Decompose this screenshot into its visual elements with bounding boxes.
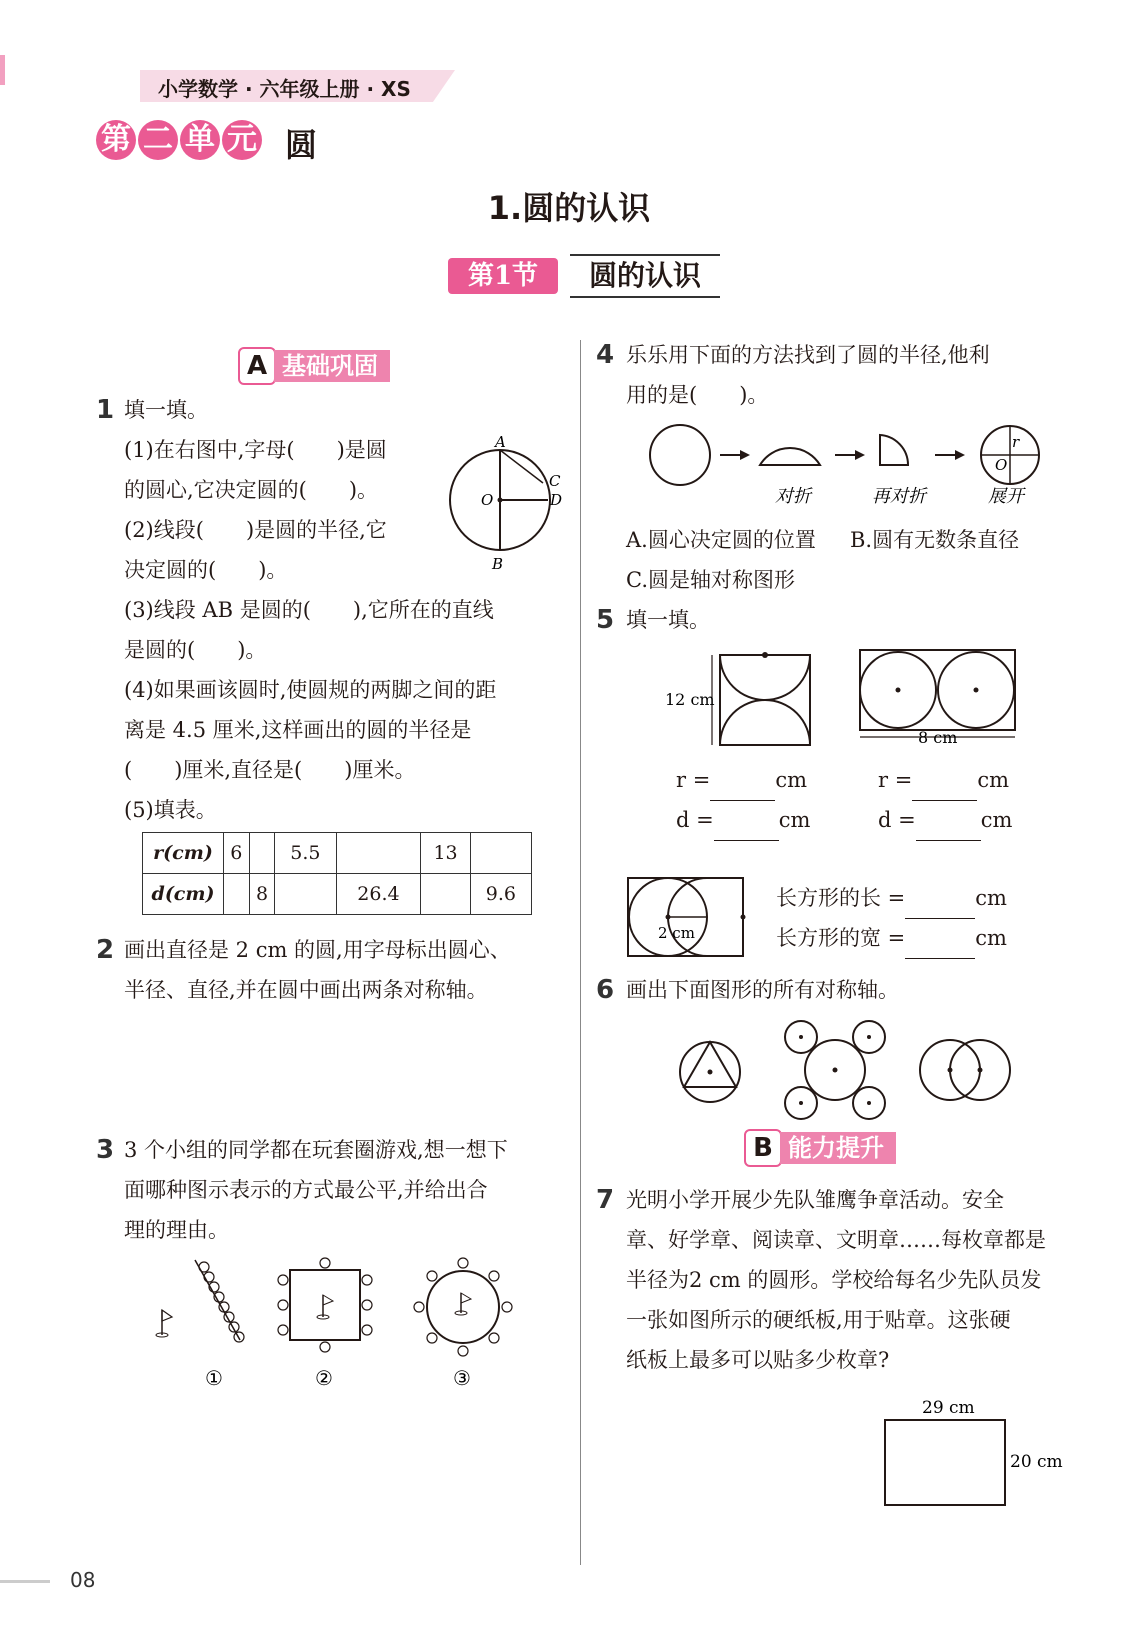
unit-tag-char: 第	[96, 120, 136, 160]
d-prefix: d =	[878, 808, 916, 832]
label-d: D	[550, 491, 563, 509]
unit-name: 圆	[285, 126, 318, 164]
q7-line: 光明小学开展少先队雏鹰争章活动。安全	[626, 1188, 1004, 1212]
q5-rect-length	[776, 878, 1007, 919]
q3-figure-2	[278, 1258, 372, 1352]
table-row	[143, 833, 532, 874]
q5-r-left	[676, 760, 807, 801]
q4-line: 乐乐用下面的方法找到了圆的半径,他利	[626, 343, 990, 367]
q1-line: (1)在右图中,字母( )是圆	[124, 438, 387, 462]
unit-tag-char: 单	[180, 120, 220, 160]
q1-line: (3)线段 AB 是圆的( ),它所在的直线	[124, 598, 494, 622]
step-label: 对折	[775, 486, 811, 507]
q5-r-right	[878, 760, 1009, 801]
answer-blank[interactable]	[916, 800, 981, 841]
height-label: 20 cm	[1010, 1452, 1063, 1472]
column-divider	[580, 340, 581, 1565]
q5-d-left	[676, 800, 810, 841]
r-prefix: r =	[878, 768, 913, 792]
width-label: 长方形的宽 =	[776, 926, 906, 950]
q7-line: 半径为2 cm 的圆形。学校给每名少先队员发	[626, 1268, 1042, 1292]
q7-number: 7	[596, 1185, 615, 1215]
q1-line: ( )厘米,直径是( )厘米。	[124, 758, 416, 782]
table-header: r(cm)	[143, 833, 224, 874]
q7-line: 章、好学章、阅读章、文明章……每枚章都是	[626, 1228, 1046, 1252]
section-tag: 第1节	[448, 258, 558, 294]
q7-line: 纸板上最多可以贴多少枚章?	[626, 1348, 890, 1372]
q5-rect-width	[776, 918, 1007, 959]
length-label: 长方形的长 =	[776, 886, 906, 910]
page-number: 08	[70, 1568, 96, 1592]
table-cell	[275, 874, 336, 915]
table-cell	[249, 833, 275, 874]
part-b-letter: B	[744, 1129, 782, 1167]
table-row	[143, 874, 532, 915]
footer-line	[0, 1580, 50, 1583]
q6-number: 6	[596, 975, 615, 1005]
unit-tag-char: 元	[222, 120, 262, 160]
q1-line: (2)线段( )是圆的半径,它	[124, 518, 387, 542]
part-a-label: 基础巩固	[274, 350, 390, 382]
q3-label-3: ③	[453, 1366, 471, 1390]
unit: cm	[975, 926, 1007, 950]
q5-figures-top	[660, 645, 1020, 755]
q3-line: 面哪种图示表示的方式最公平,并给出合	[124, 1178, 488, 1202]
answer-blank[interactable]	[912, 760, 977, 801]
q1-line: (4)如果画该圆时,使圆规的两脚之间的距	[124, 678, 497, 702]
q6-figure-two-circles	[920, 1040, 1010, 1100]
table-cell	[421, 874, 470, 915]
page-edge-mark	[0, 55, 5, 85]
part-a-letter: A	[238, 347, 276, 385]
width-label: 29 cm	[922, 1398, 975, 1418]
q1-line: 决定圆的( )。	[124, 558, 288, 582]
step-label: 展开	[988, 486, 1024, 507]
unit-tag-char: 二	[138, 120, 178, 160]
q6-figure-triangle-in-circle	[680, 1042, 740, 1102]
unit: cm	[980, 808, 1013, 832]
r-prefix: r =	[676, 768, 711, 792]
label-c: C	[549, 472, 561, 490]
label-a: A	[495, 435, 506, 451]
q5-number: 5	[596, 605, 615, 635]
step-label: 再对折	[872, 486, 926, 507]
lesson-title: 1.圆的认识	[487, 189, 651, 227]
unit: cm	[778, 808, 811, 832]
q4-option-a[interactable]: A.圆心决定圆的位置	[626, 528, 816, 552]
table-cell: 26.4	[336, 874, 421, 915]
fig3-label: 2 cm	[658, 924, 695, 942]
label-o: O	[481, 491, 494, 509]
q4-option-b[interactable]: B.圆有无数条直径	[850, 528, 1020, 552]
q3-ring-toss-figures	[140, 1255, 560, 1395]
q1-line: 的圆心,它决定圆的( )。	[124, 478, 379, 502]
q3-line: 3 个小组的同学都在玩套圈游戏,想一想下	[124, 1138, 508, 1162]
table-header: d(cm)	[143, 874, 224, 915]
radius-diameter-table	[142, 832, 532, 915]
part-b-label: 能力提升	[780, 1132, 896, 1164]
q1-line: 离是 4.5 厘米,这样画出的圆的半径是	[124, 718, 472, 742]
q7-cardboard-figure	[870, 1395, 1070, 1510]
section-name: 圆的认识	[570, 254, 720, 298]
q3-label-2: ②	[315, 1366, 333, 1390]
q6-symmetry-figures	[670, 1015, 1020, 1125]
fig2-label: 8 cm	[918, 728, 958, 747]
table-cell: 8	[249, 874, 275, 915]
table-cell	[470, 833, 531, 874]
q2-line: 半径、直径,并在圆中画出两条对称轴。	[124, 978, 488, 1002]
table-cell: 9.6	[470, 874, 531, 915]
answer-blank[interactable]	[714, 800, 779, 841]
q3-figure-1	[156, 1260, 244, 1342]
unit: cm	[775, 768, 807, 792]
fig-o-label: O	[995, 456, 1008, 474]
q5-title: 填一填。	[626, 608, 710, 632]
q6-text: 画出下面图形的所有对称轴。	[626, 978, 899, 1002]
fig-r-label: r	[1012, 433, 1020, 451]
answer-blank[interactable]	[710, 760, 775, 801]
unit: cm	[975, 886, 1007, 910]
q4-line: 用的是( )。	[626, 383, 769, 407]
q1-circle-figure	[445, 435, 565, 570]
table-cell	[336, 833, 421, 874]
q1-title: 填一填。	[124, 398, 208, 422]
table-cell: 6	[224, 833, 250, 874]
unit: cm	[977, 768, 1009, 792]
q3-line: 理的理由。	[124, 1218, 229, 1242]
q1-line: (5)填表。	[124, 798, 217, 822]
q2-number: 2	[96, 935, 115, 965]
q5-figure-bottom	[620, 870, 750, 960]
q1-number: 1	[96, 395, 115, 425]
q2-line: 画出直径是 2 cm 的圆,用字母标出圆心、	[124, 938, 511, 962]
q4-folding-figure	[640, 420, 1060, 520]
part-b-tag	[744, 1130, 896, 1166]
part-a-tag	[238, 348, 390, 384]
q7-line: 一张如图所示的硬纸板,用于贴章。这张硬	[626, 1308, 1011, 1332]
q3-label-1: ①	[205, 1366, 223, 1390]
q3-number: 3	[96, 1135, 115, 1165]
answer-blank[interactable]	[905, 918, 975, 959]
q1-line: 是圆的( )。	[124, 638, 267, 662]
q4-number: 4	[596, 340, 615, 370]
q5-d-right	[878, 800, 1012, 841]
unit-tag	[96, 120, 262, 164]
fig1-label: 12 cm	[665, 690, 715, 709]
table-cell	[224, 874, 250, 915]
q4-option-c[interactable]: C.圆是轴对称图形	[626, 568, 795, 592]
table-cell: 5.5	[275, 833, 336, 874]
answer-blank[interactable]	[905, 878, 975, 919]
q3-figure-3	[414, 1258, 512, 1356]
label-b: B	[492, 555, 504, 570]
table-cell: 13	[421, 833, 470, 874]
book-title: 小学数学 · 六年级上册 · XS	[158, 77, 411, 101]
d-prefix: d =	[676, 808, 714, 832]
